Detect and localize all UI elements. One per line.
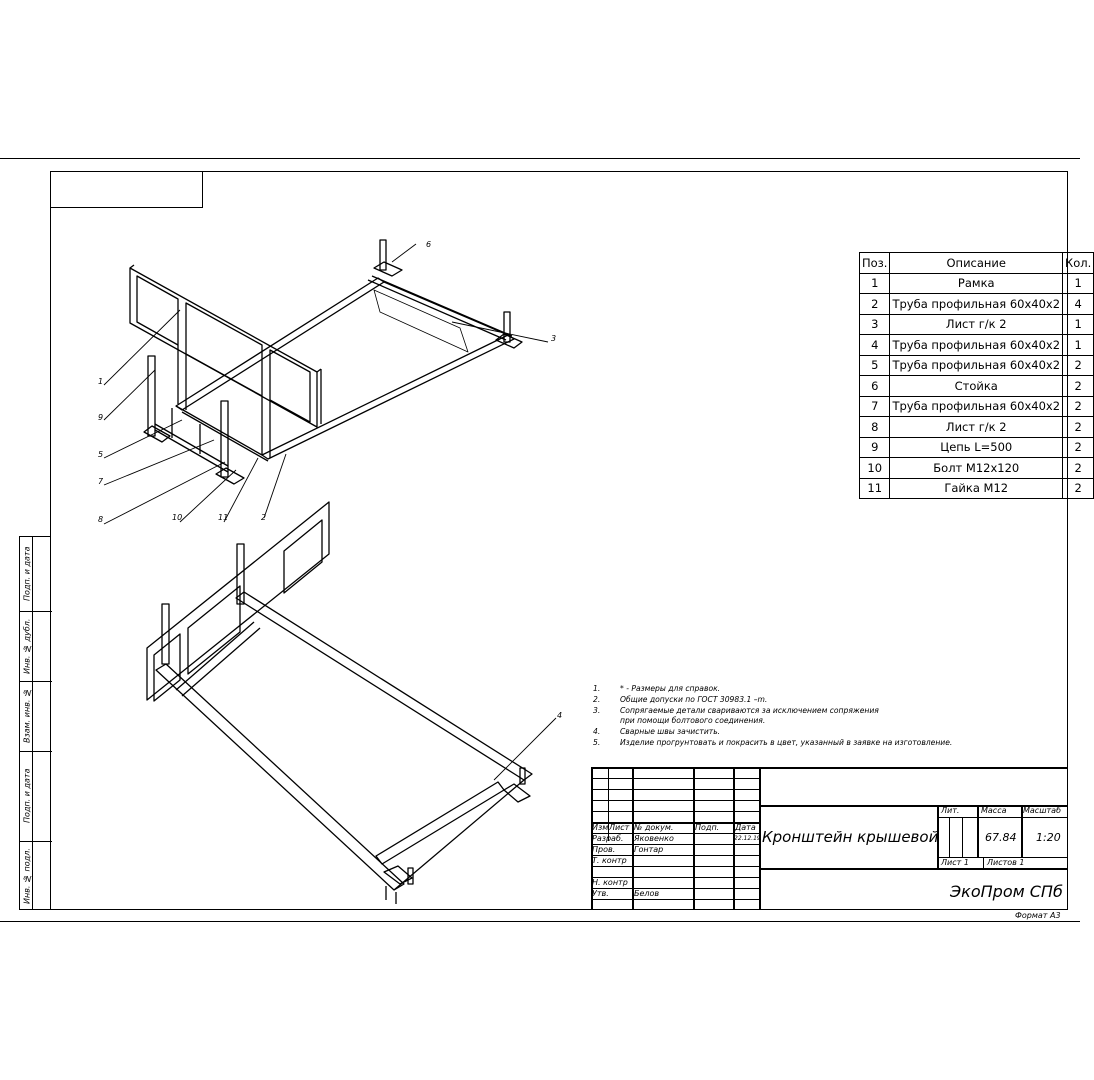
- spec-cell: 4: [860, 335, 890, 356]
- table-row: [860, 294, 1094, 315]
- organization-name: ЭкоПром СПб: [950, 882, 1063, 901]
- spec-cell: 1: [1063, 273, 1094, 294]
- drawing-title: Кронштейн крышевой: [762, 828, 939, 846]
- spec-cell: Труба профильная 60х40х2: [890, 335, 1063, 356]
- strip-label-inv-podl: Инв. № подл.: [22, 848, 32, 904]
- tb-utv-name: Белов: [634, 889, 660, 898]
- tb-podp: Подп.: [695, 823, 720, 832]
- spec-cell: 1: [860, 273, 890, 294]
- tb-razrab-name: Яковенко: [634, 834, 674, 843]
- spec-cell: 5: [860, 355, 890, 376]
- tb-prov-name: Гонтар: [634, 845, 664, 854]
- spec-cell: 4: [1063, 294, 1094, 315]
- spec-cell: 2: [1063, 396, 1094, 417]
- note-number: 5.: [593, 737, 601, 747]
- callout-7: 7: [98, 477, 104, 486]
- spec-cell: Цепь L=500: [890, 437, 1063, 458]
- callout-2: 2: [261, 513, 267, 522]
- spec-cell: 2: [1063, 478, 1094, 499]
- spec-cell: 7: [860, 396, 890, 417]
- tb-n-kontr: Н. контр: [592, 878, 628, 887]
- strip-label-podp-data-2: Подп. и дата: [22, 546, 32, 602]
- note-text: Сварные швы зачистить.: [620, 727, 721, 737]
- upper-frame: [130, 265, 321, 427]
- spec-cell: 2: [1063, 417, 1094, 438]
- spec-header-qty: Кол.: [1063, 253, 1094, 274]
- tb-prov: Пров.: [592, 845, 616, 854]
- strip-label-podp-data-1: Подп. и дата: [22, 768, 32, 824]
- table-row: [860, 478, 1094, 499]
- tb-scale-value: 1:20: [1036, 831, 1061, 844]
- spec-cell: 2: [1063, 376, 1094, 397]
- tb-masshtab: Масштаб: [1023, 806, 1062, 815]
- table-row: [860, 437, 1094, 458]
- table-row: [860, 355, 1094, 376]
- table-row: [860, 458, 1094, 479]
- spec-cell: 8: [860, 417, 890, 438]
- spec-cell: Труба профильная 60х40х2: [890, 355, 1063, 376]
- tb-lit: Лит.: [941, 806, 960, 815]
- spec-cell: Труба профильная 60х40х2: [890, 396, 1063, 417]
- spec-cell: Труба профильная 60х40х2: [890, 294, 1063, 315]
- spec-cell: 9: [860, 437, 890, 458]
- callout-6: 6: [426, 240, 432, 249]
- strip-label-inv-dubl: Инв. № дубл.: [22, 618, 32, 674]
- strip-label-vzam-inv: Взам. инв. №: [22, 688, 32, 744]
- tb-izm: Изм: [592, 823, 609, 832]
- spec-header-desc: Описание: [890, 253, 1063, 274]
- spec-cell: Лист г/к 2: [890, 314, 1063, 335]
- spec-cell: 6: [860, 376, 890, 397]
- spec-cell: 10: [860, 458, 890, 479]
- spec-cell: 2: [1063, 458, 1094, 479]
- note-number: 3.: [593, 705, 601, 715]
- callout-1: 1: [98, 377, 104, 386]
- note-number: 2.: [593, 694, 601, 704]
- note-text: Изделие прогрунтовать и покрасить в цвет, указанный в заявке на изготовление.: [620, 737, 953, 747]
- note-text: * - Размеры для справок.: [620, 684, 721, 693]
- callout-3: 3: [551, 334, 557, 343]
- callout-9: 9: [98, 413, 104, 422]
- callout-10: 10: [172, 513, 183, 522]
- spec-cell: 1: [1063, 335, 1094, 356]
- tb-list: Лист: [609, 823, 630, 832]
- spec-cell: Болт М12х120: [890, 458, 1063, 479]
- tb-razrab: Разраб.: [592, 834, 624, 843]
- tb-utv: Утв.: [592, 889, 609, 898]
- spec-header-pos: Поз.: [860, 253, 890, 274]
- spec-cell: Рамка: [890, 273, 1063, 294]
- leader-lines: [104, 244, 556, 780]
- table-row: [860, 396, 1094, 417]
- spec-cell: 11: [860, 478, 890, 499]
- note-text: при помощи болтового соединения.: [620, 716, 766, 726]
- callout-8: 8: [98, 515, 104, 524]
- spec-cell: Стойка: [890, 376, 1063, 397]
- spec-cell: 1: [1063, 314, 1094, 335]
- upper-tubes: [176, 276, 514, 461]
- note-number: [593, 716, 620, 727]
- table-row: [860, 273, 1094, 294]
- tb-mass-value: 67.84: [985, 831, 1017, 844]
- lower-tubes: [156, 592, 532, 904]
- callout-11: 11: [218, 513, 229, 522]
- table-row: [860, 417, 1094, 438]
- note-text: Сопрягаемые детали свариваются за исключением сопряжения: [620, 705, 879, 715]
- tb-massa: Масса: [981, 806, 1007, 815]
- spec-cell: Лист г/к 2: [890, 417, 1063, 438]
- specification-table: [859, 252, 1094, 499]
- tb-sheets: Листов 1: [987, 858, 1025, 867]
- spec-cell: Гайка М12: [890, 478, 1063, 499]
- tb-t-kontr: Т. контр: [592, 856, 627, 865]
- callout-5: 5: [98, 450, 104, 459]
- table-row: [860, 335, 1094, 356]
- spec-cell: 2: [1063, 355, 1094, 376]
- sheet-format: Формат А3: [1015, 911, 1061, 920]
- upper-uprights: [144, 356, 244, 484]
- callout-4: 4: [557, 711, 563, 720]
- spec-cell: 3: [860, 314, 890, 335]
- tb-razrab-date: 22.12.19: [734, 835, 761, 842]
- tb-data: Дата: [735, 823, 756, 832]
- spec-cell: 2: [1063, 437, 1094, 458]
- upper-plate: [374, 290, 468, 352]
- tb-n-dokum: № докум.: [634, 823, 674, 832]
- tb-sheet: Лист 1: [941, 858, 969, 867]
- note-text: Общие допуски по ГОСТ 30983.1 –m.: [620, 694, 768, 704]
- note-number: 1.: [593, 684, 601, 693]
- spec-cell: 2: [860, 294, 890, 315]
- table-row: [860, 314, 1094, 335]
- technical-notes: [593, 684, 952, 749]
- table-row: [860, 376, 1094, 397]
- note-number: 4.: [593, 727, 601, 737]
